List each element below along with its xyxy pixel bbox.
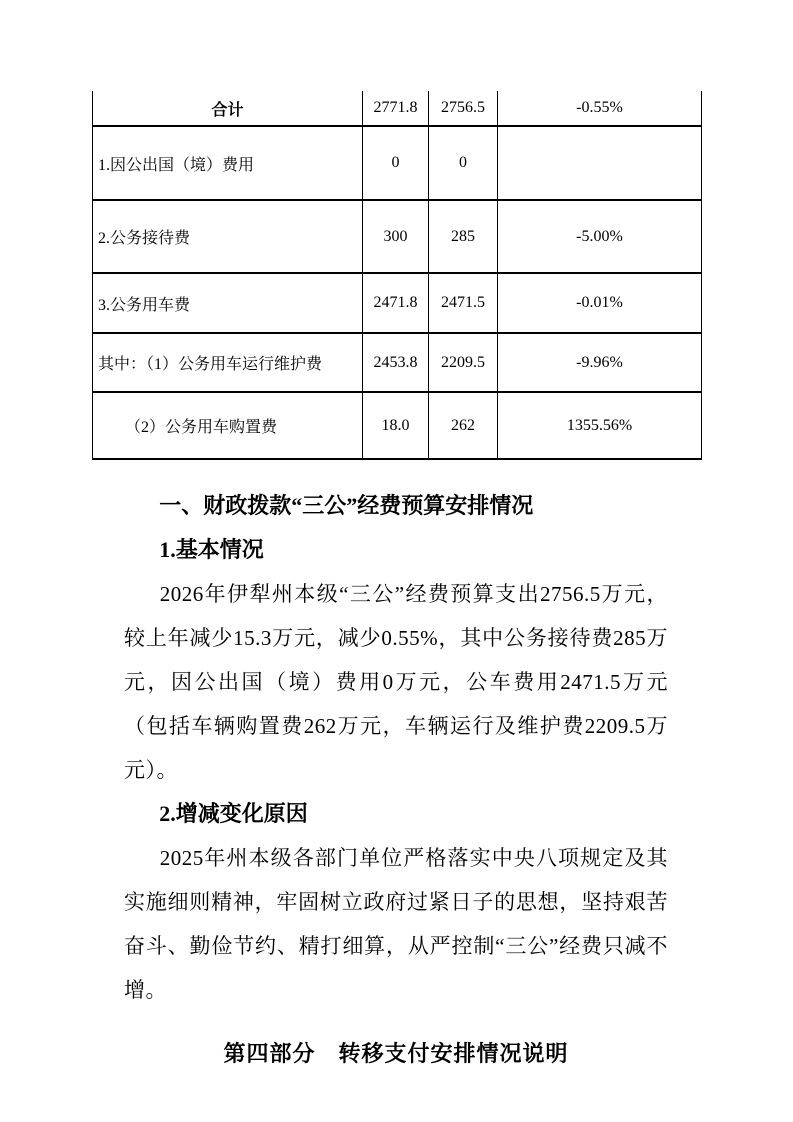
three-public-funds-budget-table [92, 91, 702, 460]
change-rate-value: -5.00% [498, 200, 702, 273]
change-rate-value: -0.01% [498, 273, 702, 333]
row-label: 1.因公出国（境）费用 [93, 126, 363, 200]
current-year-value: 285 [429, 200, 498, 273]
change-rate-value: -9.96% [498, 333, 702, 392]
change-rate-value: -0.55% [498, 91, 702, 126]
paragraph-basic-situation: 2026年伊犁州本级“三公”经费预算支出2756.5万元，较上年减少15.3万元，减少0.55%，其中公务接待费285万元，因公出国（境）费用0万元，公车费用2471.5万元（包括车辆购置费262万元，车辆运行及维护费2209.5万元）。 [124, 582, 668, 782]
change-rate-value: 1355.56% [498, 392, 702, 459]
subheading-basic-situation: 1.基本情况 [159, 537, 264, 562]
paragraph-change-reason: 2025年州本级各部门单位严格落实中央八项规定及其实施细则精神，牢固树立政府过紧日子的思想，坚持艰苦奋斗、勤俭节约、精打细算，从严控制“三公”经费只减不增。 [124, 846, 668, 1002]
subheading-change-reason: 2.增减变化原因 [159, 801, 308, 826]
row-label: （2）公务用车购置费 [93, 392, 363, 459]
prev-year-value: 300 [363, 200, 429, 273]
row-label: 2.公务接待费 [93, 200, 363, 273]
current-year-value: 0 [429, 126, 498, 200]
table-row-vehicle-operation-expense [93, 333, 702, 392]
change-rate-value [498, 126, 702, 200]
current-year-value: 2209.5 [429, 333, 498, 392]
part4-heading-transfer-payment: 第四部分 转移支付安排情况说明 [223, 1041, 569, 1066]
prev-year-value: 2471.8 [363, 273, 429, 333]
row-label: 合计 [93, 91, 363, 126]
current-year-value: 2756.5 [429, 91, 498, 126]
table-row-reception-expense [93, 200, 702, 273]
table-row-vehicle-purchase-expense [93, 392, 702, 459]
table-row-vehicle-expense [93, 273, 702, 333]
current-year-value: 262 [429, 392, 498, 459]
row-label: 3.公务用车费 [93, 273, 363, 333]
row-label: 其中：（1）公务用车运行维护费 [93, 333, 363, 392]
table-row-total [93, 91, 702, 126]
section-heading-budget-arrangement: 一、财政拨款“三公”经费预算安排情况 [159, 493, 534, 518]
document-body [124, 484, 668, 1076]
table-row-abroad-expense [93, 126, 702, 200]
prev-year-value: 18.0 [363, 392, 429, 459]
prev-year-value: 0 [363, 126, 429, 200]
current-year-value: 2471.5 [429, 273, 498, 333]
prev-year-value: 2771.8 [363, 91, 429, 126]
prev-year-value: 2453.8 [363, 333, 429, 392]
